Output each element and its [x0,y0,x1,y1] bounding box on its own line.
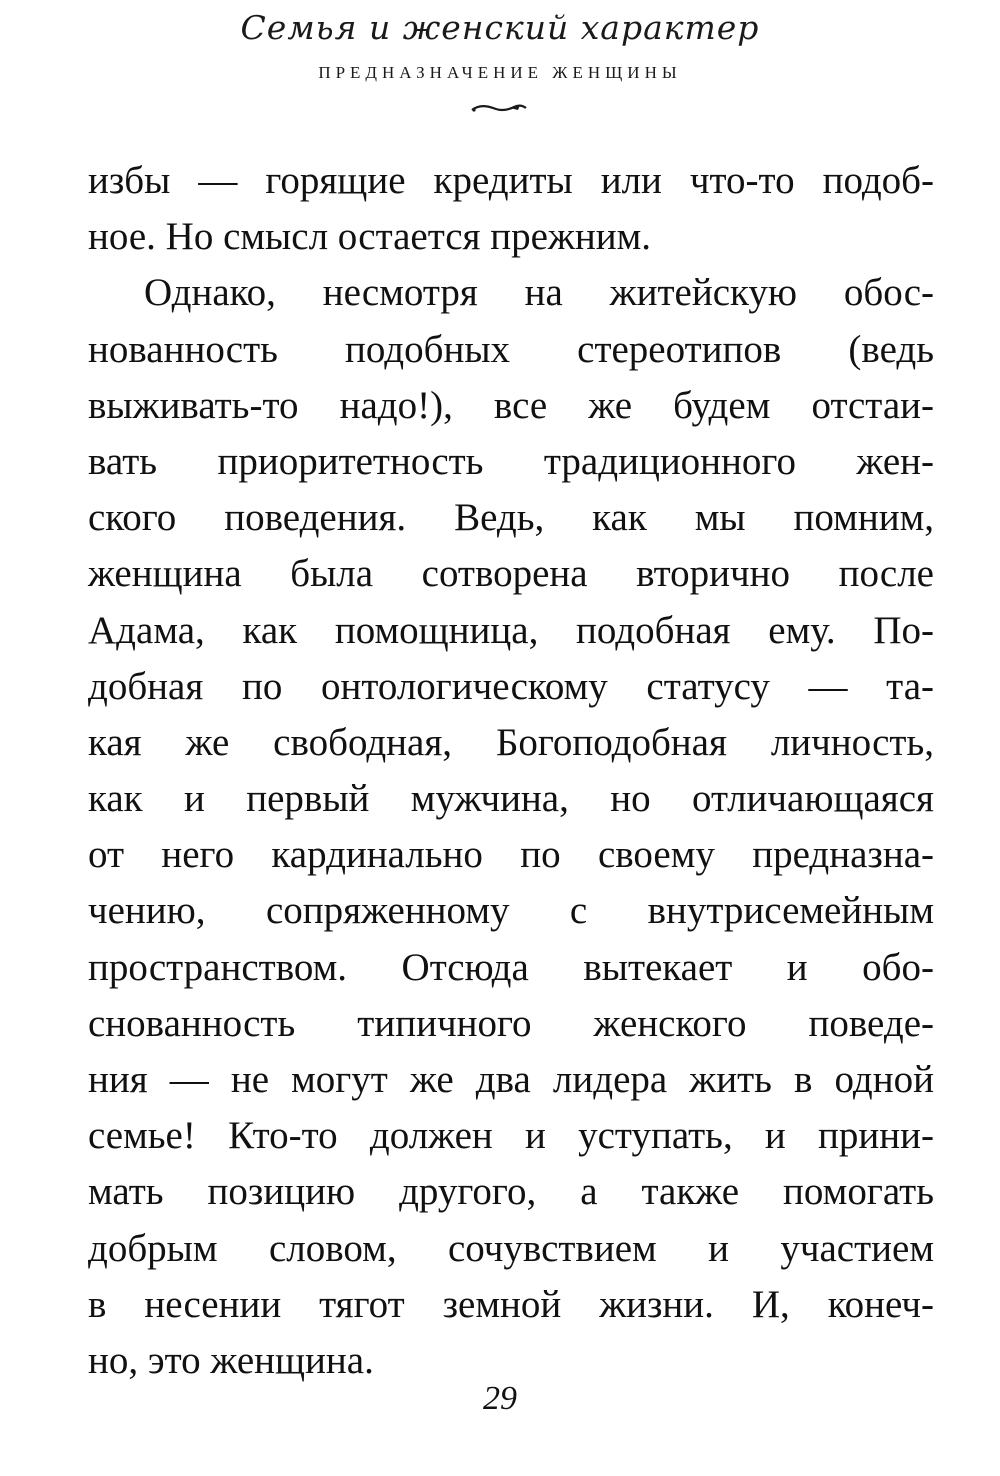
text-line: нованность подобных стереотипов (ведь [88,327,934,371]
text-line: Однако, несмотря на житейскую обос- [144,271,934,315]
text-line: Адама, как помощница, подобная ему. По- [88,608,934,652]
text-line: чению, сопряженному с внутрисемейным [88,889,934,933]
text-line: от него кардинально по своему предназна- [88,833,934,877]
text-line: как и первый мужчина, но отличающаяся [88,777,934,821]
text-line: но, это женщина. [88,1338,374,1382]
text-line: добная по онтологическому статусу — та- [88,664,934,708]
text-line: ния — не могут же два лидера жить в одной [88,1058,934,1101]
text-line: семье! Кто-то должен и уступать, и прини- [88,1114,934,1158]
page-number: 29 [483,1380,517,1417]
text-line: вать приоритетность традиционного жен- [88,439,934,483]
text-line: пространством. Отсюда вытекает и обо- [88,945,934,989]
text-line: избы — горящие кредиты или что-то подоб- [88,159,934,202]
running-head-title: Семья и женский характер [240,8,760,47]
body-text [88,153,934,1389]
text-line: кая же свободная, Богоподобная личность, [88,720,934,764]
text-line: ского поведения. Ведь, как мы помним, [88,496,934,540]
text-line: мать позицию другого, а также помогать [88,1170,934,1214]
text-line: женщина была сотворена вторично после [88,552,934,596]
text-line: в несении тягот земной жизни. И, конеч- [88,1282,934,1326]
text-line: ное. Но смысл остается прежним. [88,215,652,259]
flourish-ornament-icon [470,98,530,118]
text-line: добрым словом, сочувствием и участием [88,1226,934,1270]
running-head-subtitle: ПРЕДНАЗНАЧЕНИЕ ЖЕНЩИНЫ [318,63,682,82]
text-line: снованность типичного женского поведе- [88,1001,934,1045]
text-line: выживать-то надо!), все же будем отстаи- [88,383,934,427]
